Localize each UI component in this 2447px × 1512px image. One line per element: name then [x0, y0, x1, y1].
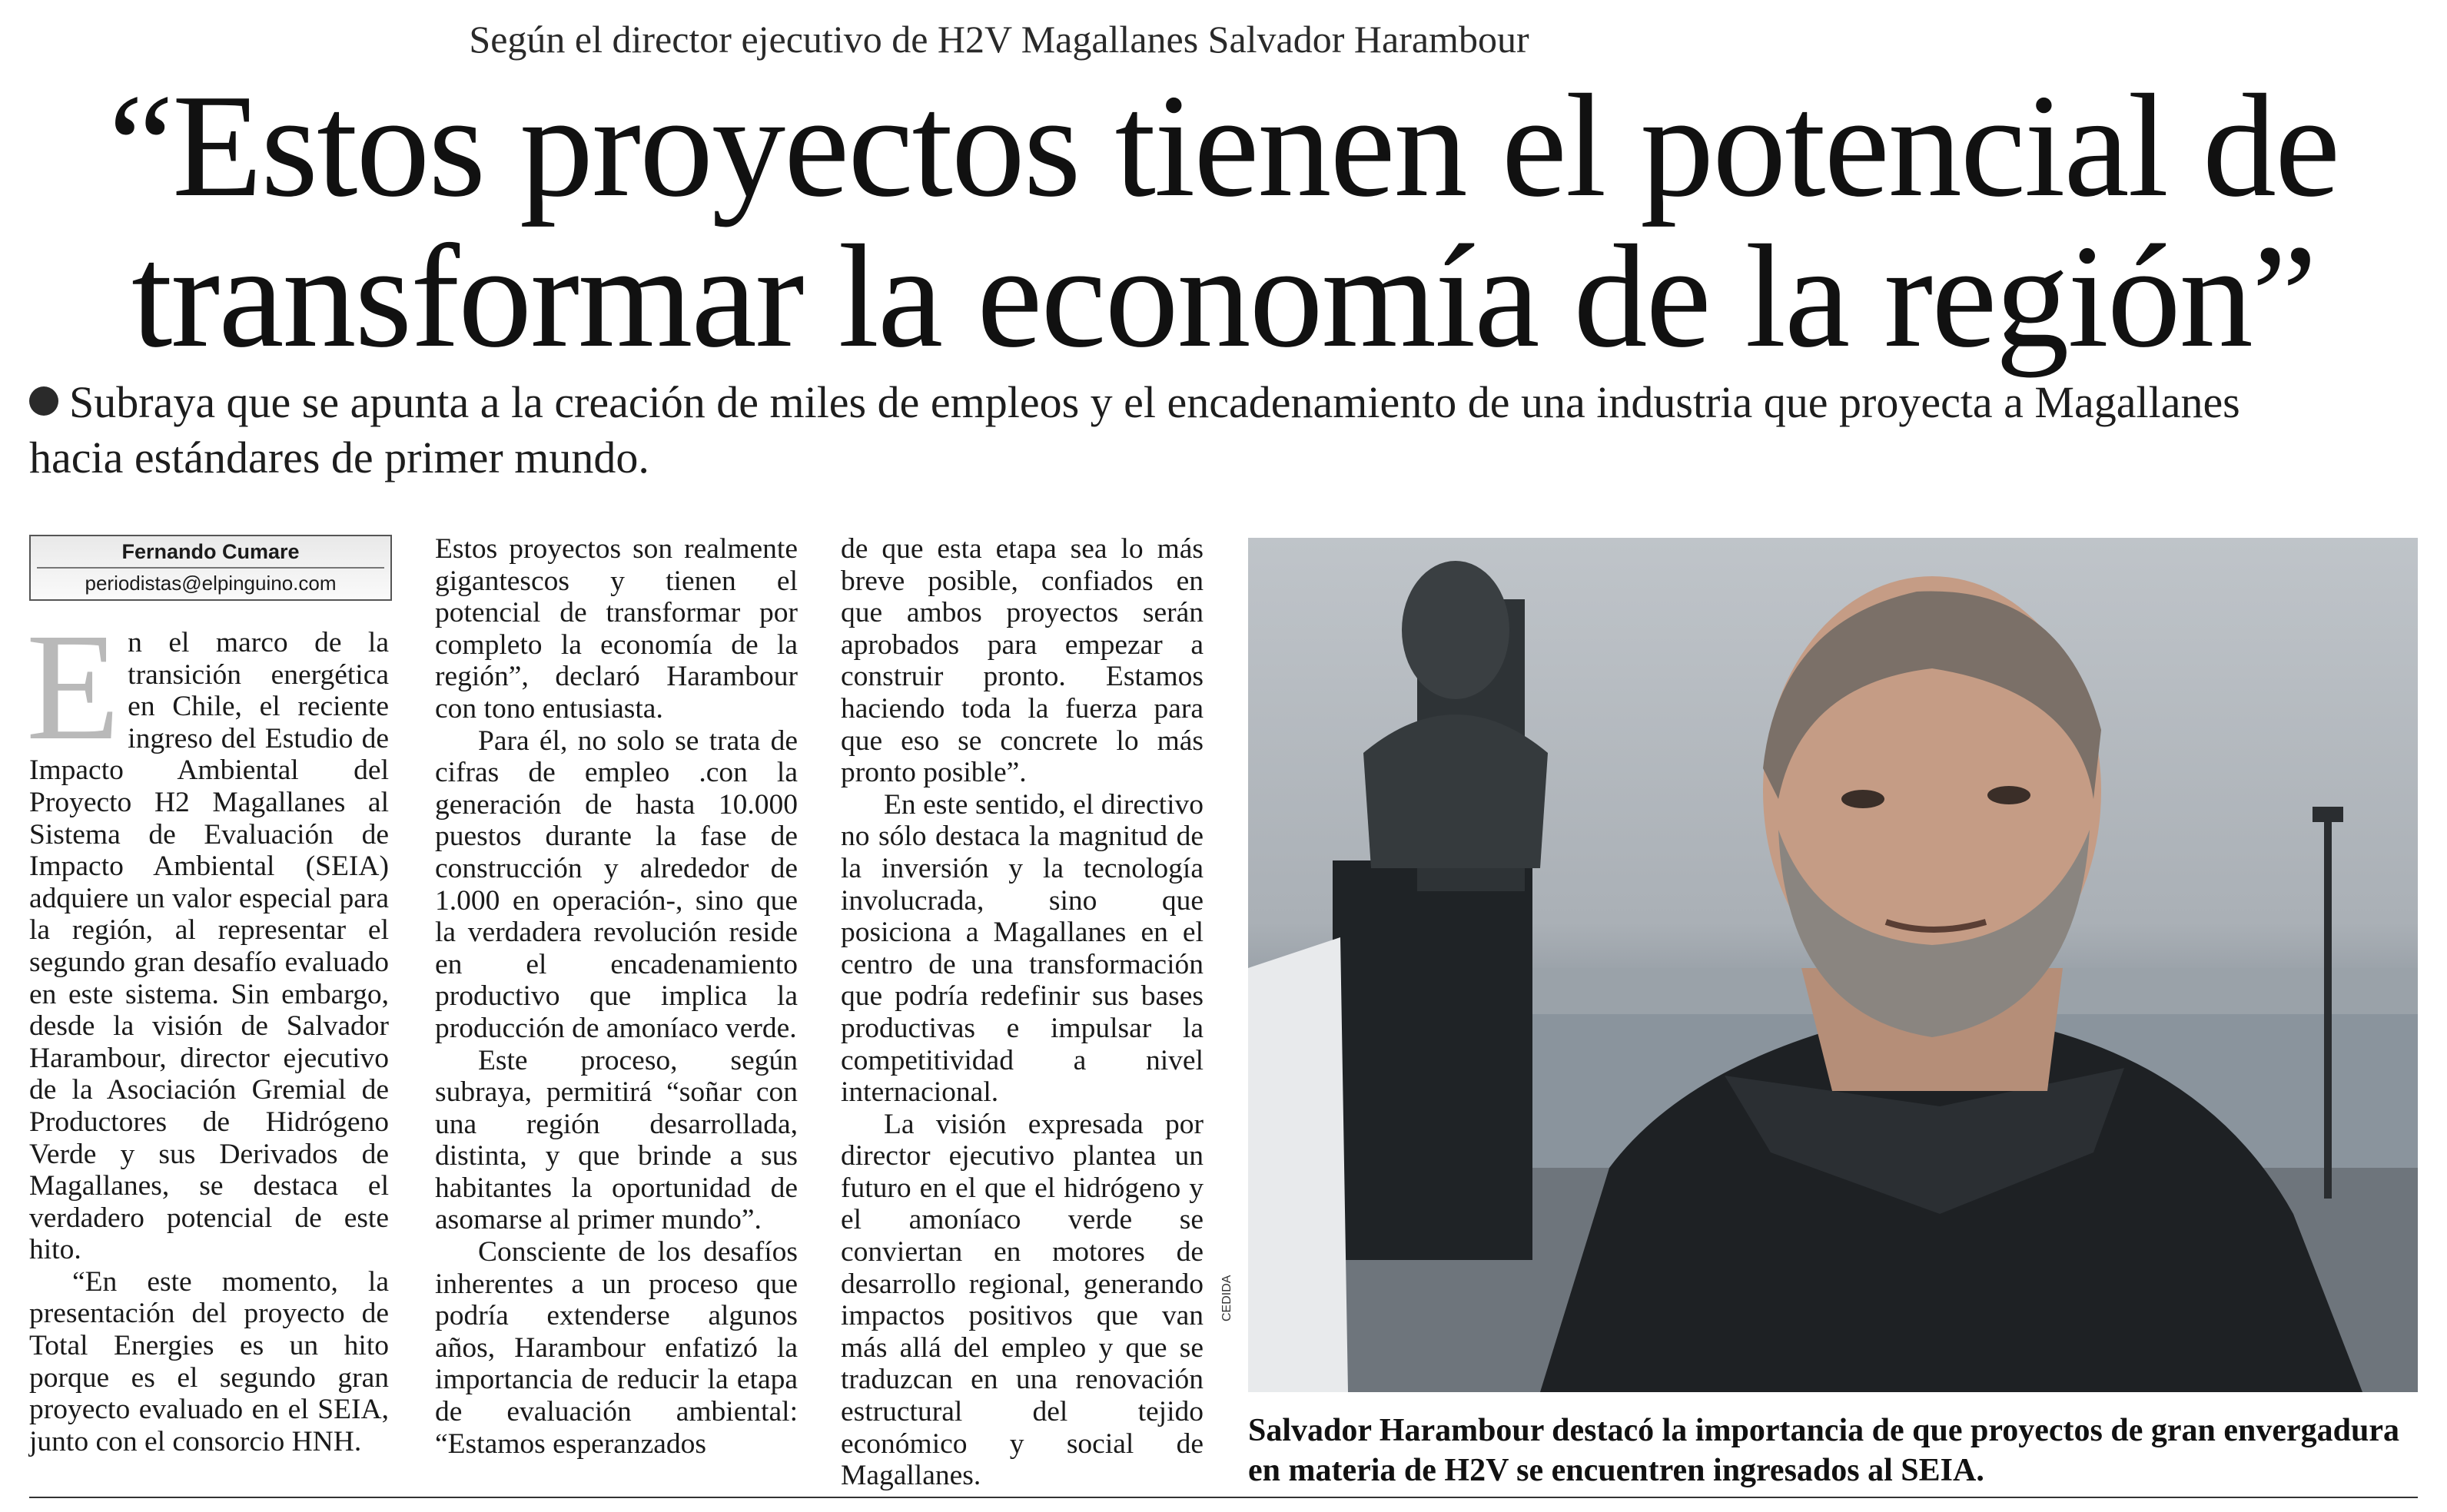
kicker: Según el director ejecutivo de H2V Magallanes Salvador Harambour	[469, 18, 1529, 61]
portrait-illustration	[1248, 538, 2418, 1392]
paragraph: Consciente de los desafíos inherentes a un proceso que podría extenderse algunos años, Harambour enfatizó la importancia de reducir la etapa de evaluación ambiental: “Estamos esperanzados	[435, 1236, 798, 1460]
byline-box	[29, 535, 392, 601]
byline-author: Fernando Cumare	[37, 536, 384, 569]
drop-cap: E	[26, 602, 121, 772]
paragraph: Para él, no solo se trata de cifras de empleo .con la generación de hasta 10.000 puestos durante la fase de construcción y alrededor de 1.000 en operación-, sino que la verdadera revolución reside en el encadenamiento productivo que implica la producción de amoníaco verde.	[435, 724, 798, 1044]
paragraph: de que esta etapa sea lo más breve posible, confiados en que ambos proyectos serán aprobados para empezar a construir pronto. Estamos haciendo toda la fuerza para que eso se concrete lo más pronto posible”.	[841, 533, 1204, 789]
paragraph: Estos proyectos son realmente gigantescos y tienen el potencial de transformar por completo la economía de la región”, declaró Harambour con tono entusiasta.	[435, 533, 798, 724]
article-column-3	[841, 533, 1204, 1492]
bullet-icon	[29, 386, 58, 416]
article-column-1	[26, 602, 389, 1457]
paragraph: “En este momento, la presentación del proyecto de Total Energies es un hito porque es el segundo gran proyecto evaluado en el SEIA, junto con el consorcio HNH.	[29, 1265, 389, 1457]
headline	[0, 64, 2447, 378]
paragraph	[26, 602, 389, 1266]
paragraph: En este sentido, el directivo no sólo destaca la magnitud de la inversión y la tecnología involucrada, sino que posiciona a Magallanes en el centro de una transformación que podría redefinir sus bases productivas e impulsar la competitividad a nivel internacional.	[841, 788, 1204, 1109]
bottom-rule	[29, 1497, 2418, 1498]
byline-email: periodistas@elpinguino.com	[85, 572, 337, 595]
headline-line-1: “Estos proyectos tienen el potencial de	[108, 64, 2339, 227]
paragraph-text: n el marco de la transición energética en Chile, el reciente ingreso del Estudio de Impacto Ambiental del Proyecto H2 Magallanes al Sistema de Evaluación de Impacto Ambiental (SEIA) adquiere un valor especial para la región, al representar el segundo gran desafío evaluado en este sistema. Sin embargo, desde la visión de Salvador Harambour, director ejecutivo de la Asociación Gremial de Productores de Hidrógeno Verde y sus Derivados de Magallanes, se destaca el verdadero potencial de este hito.	[29, 627, 389, 1266]
headline-line-2: transformar la economía de la región”	[131, 214, 2316, 378]
subheadline-text: Subraya que se apunta a la creación de miles de empleos y el encadenamiento de una industria que proyecta a Magallanes hacia estándares de primer mundo.	[29, 377, 2240, 482]
photo-credit: CEDIDA	[1220, 1275, 1233, 1321]
paragraph: Este proceso, según subraya, permitirá “soñar con una región desarrollada, distinta, y que brinde a sus habitantes la oportunidad de asomarse al primer mundo”.	[435, 1044, 798, 1236]
article-photo	[1248, 538, 2418, 1392]
paragraph: La visión expresada por director ejecutivo plantea un futuro en el que el hidrógeno y el amoníaco verde se conviertan en motores de desarrollo regional, generando impactos positivos que van más allá del empleo y que se traduzcan en una renovación estructural del tejido económico y social de Magallanes.	[841, 1108, 1204, 1492]
photo-caption: Salvador Harambour destacó la importancia de que proyectos de gran envergadura en materia de H2V se encuentren ingresados al SEIA.	[1248, 1413, 2399, 1488]
article-column-2	[435, 533, 798, 1460]
subheadline	[29, 375, 2258, 486]
